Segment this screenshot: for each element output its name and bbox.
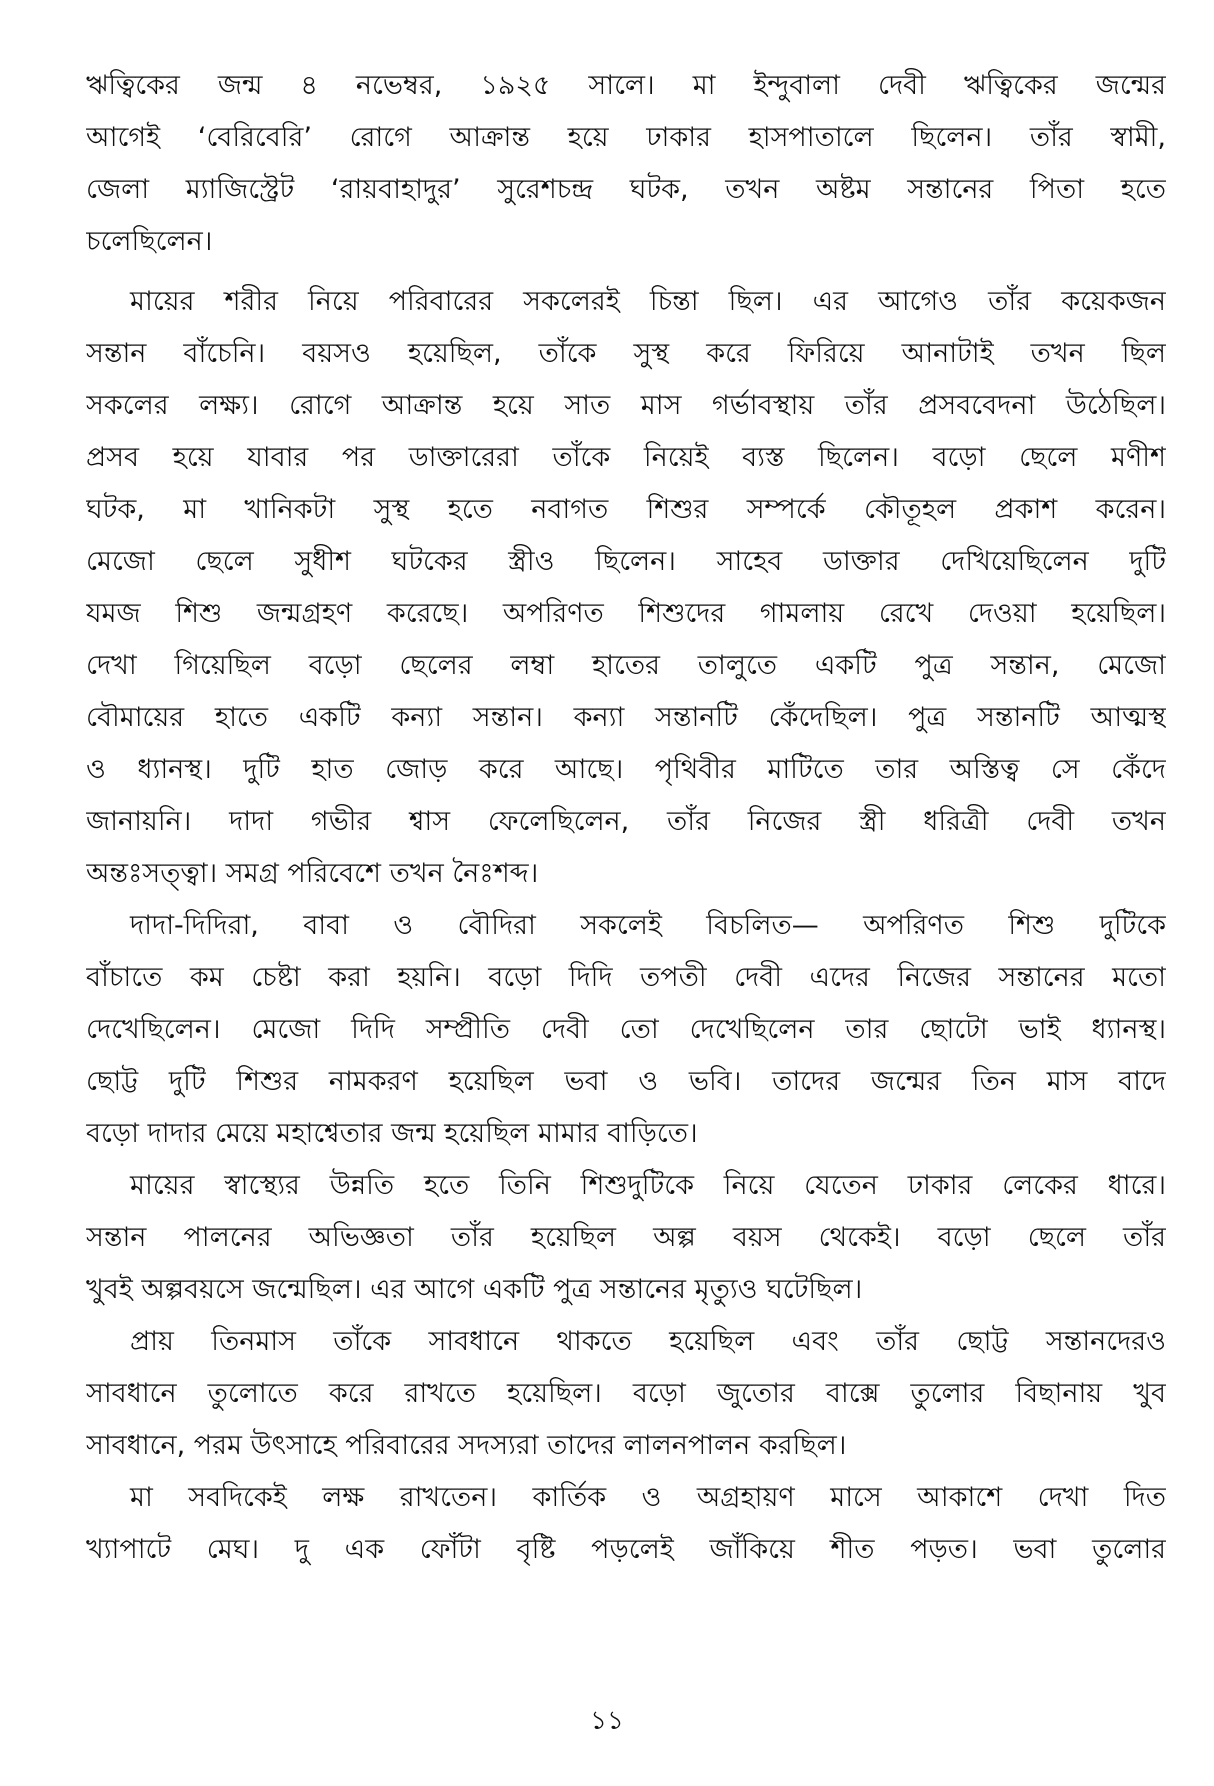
text-line: ঋত্বিকের জন্ম ৪ নভেম্বর, ১৯২৫ সালে। মা ইন্দুবালা দেবী ঋত্বিকের জন্মের [86,70,1166,101]
text-line: জেলা ম্যাজিস্ট্রেট ‘রায়বাহাদুর’ সুরেশচন্দ্র ঘটক, তখন অষ্টম সন্তানের পিতা হতে [86,174,1166,205]
paragraph [86,276,1166,900]
paragraph [86,1472,1166,1576]
text-line: সাবধানে, পরম উৎসাহে পরিবারের সদস্যরা তাদের লালনপালন করছিল। [86,1430,847,1461]
text-line: খ্যাপাটে মেঘ। দু এক ফোঁটা বৃষ্টি পড়লেই জাঁকিয়ে শীত পড়ত। ভবা তুলোর [86,1534,1166,1565]
text-line: মায়ের শরীর নিয়ে পরিবারের সকলেরই চিন্তা ছিল। এর আগেও তাঁর কয়েকজন [130,286,1166,317]
text-line: ও ধ্যানস্থ। দুটি হাত জোড় করে আছে। পৃথিবীর মাটিতে তার অস্তিত্ব সে কেঁদে [86,754,1166,785]
text-line: দাদা-দিদিরা, বাবা ও বৌদিরা সকলেই বিচলিত— অপরিণত শিশু দুটিকে [130,910,1166,941]
paragraph [86,1316,1166,1472]
text-line: বৌমায়ের হাতে একটি কন্যা সন্তান। কন্যা সন্তানটি কেঁদেছিল। পুত্র সন্তানটি আত্মস্থ [86,702,1166,733]
text-line: মায়ের স্বাস্থ্যের উন্নতি হতে তিনি শিশুদুটিকে নিয়ে যেতেন ঢাকার লেকের ধারে। [130,1170,1166,1201]
paragraph [86,1160,1166,1316]
text-line: দেখা গিয়েছিল বড়ো ছেলের লম্বা হাতের তালুতে একটি পুত্র সন্তান, মেজো [86,650,1166,681]
text-line: অন্তঃসত্ত্বা। সমগ্র পরিবেশে তখন নৈঃশব্দ। [86,858,539,889]
text-line: সাবধানে তুলোতে করে রাখতে হয়েছিল। বড়ো জুতোর বাক্সে তুলোর বিছানায় খুব [86,1378,1166,1409]
text-line: বড়ো দাদার মেয়ে মহাশ্বেতার জন্ম হয়েছিল মামার বাড়িতে। [86,1118,698,1149]
page-number: ১১ [590,1706,624,1736]
text-line: চলেছিলেন। [86,226,213,257]
text-line: প্রসব হয়ে যাবার পর ডাক্তারেরা তাঁকে নিয়েই ব্যস্ত ছিলেন। বড়ো ছেলে মণীশ [86,442,1166,473]
text-line: দেখেছিলেন। মেজো দিদি সম্প্রীতি দেবী তো দেখেছিলেন তার ছোটো ভাই ধ্যানস্থ। [86,1014,1166,1045]
text-line: মেজো ছেলে সুধীশ ঘটকের স্ত্রীও ছিলেন। সাহেব ডাক্তার দেখিয়েছিলেন দুটি [86,546,1166,577]
text-line: বাঁচাতে কম চেষ্টা করা হয়নি। বড়ো দিদি তপতী দেবী এদের নিজের সন্তানের মতো [86,962,1166,993]
text-line: খুবই অল্পবয়সে জন্মেছিল। এর আগে একটি পুত্র সন্তানের মৃত্যুও ঘটেছিল। [86,1274,863,1305]
text-line: সন্তান পালনের অভিজ্ঞতা তাঁর হয়েছিল অল্প বয়স থেকেই। বড়ো ছেলে তাঁর [86,1222,1166,1253]
text-line: সন্তান বাঁচেনি। বয়সও হয়েছিল, তাঁকে সুস্থ করে ফিরিয়ে আনাটাই তখন ছিল [86,338,1166,369]
text-line: সকলের লক্ষ্য। রোগে আক্রান্ত হয়ে সাত মাস গর্ভাবস্থায় তাঁর প্রসববেদনা উঠেছিল। [86,390,1166,421]
book-page-body [86,60,1166,1576]
text-line: ঘটক, মা খানিকটা সুস্থ হতে নবাগত শিশুর সম্পর্কে কৌতূহল প্রকাশ করেন। [86,494,1166,525]
text-line: মা সবদিকেই লক্ষ রাখতেন। কার্তিক ও অগ্রহায়ণ মাসে আকাশে দেখা দিত [130,1482,1166,1513]
text-line: জানায়নি। দাদা গভীর শ্বাস ফেলেছিলেন, তাঁর নিজের স্ত্রী ধরিত্রী দেবী তখন [86,806,1166,837]
text-line: আগেই ‘বেরিবেরি’ রোগে আক্রান্ত হয়ে ঢাকার হাসপাতালে ছিলেন। তাঁর স্বামী, [86,122,1166,153]
paragraph [86,900,1166,1160]
text-line: যমজ শিশু জন্মগ্রহণ করেছে। অপরিণত শিশুদের গামলায় রেখে দেওয়া হয়েছিল। [86,598,1166,629]
text-line: ছোট্ট দুটি শিশুর নামকরণ হয়েছিল ভবা ও ভবি। তাদের জন্মের তিন মাস বাদে [86,1066,1166,1097]
paragraph [86,60,1166,268]
text-line: প্রায় তিনমাস তাঁকে সাবধানে থাকতে হয়েছিল এবং তাঁর ছোট্ট সন্তানদেরও [130,1326,1166,1357]
